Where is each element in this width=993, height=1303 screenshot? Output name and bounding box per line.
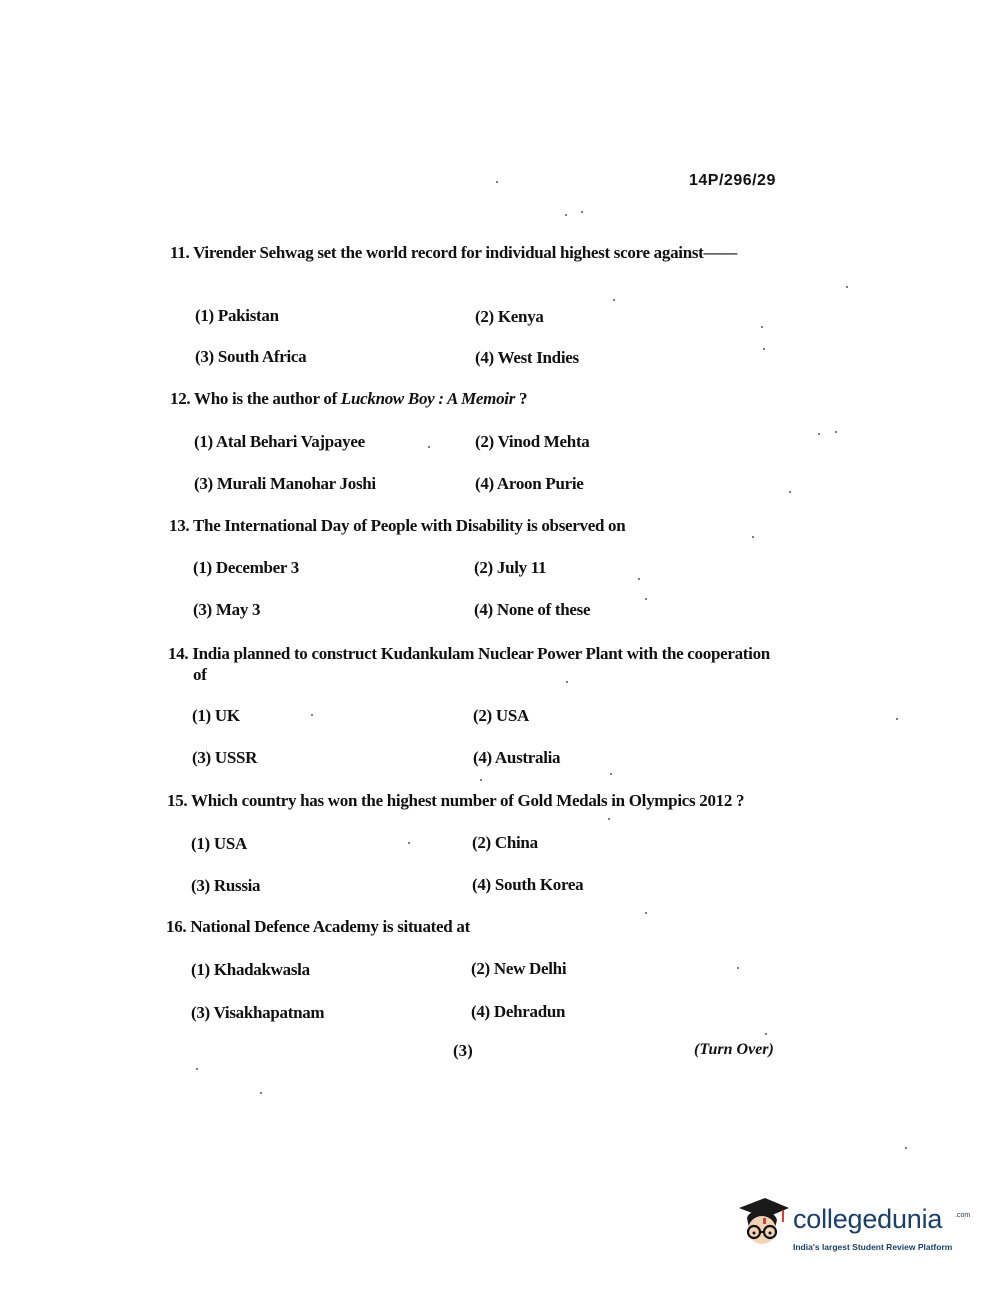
- scan-speck: [496, 181, 498, 183]
- collegedunia-logo: [735, 1196, 971, 1260]
- paper-code: 14P/296/29: [689, 172, 776, 189]
- q12-option-1: (1) Atal Behari Vajpayee: [194, 432, 365, 451]
- q12-option-4: (4) Aroon Purie: [475, 474, 584, 493]
- scan-speck: [835, 431, 837, 433]
- question-12: [170, 389, 527, 409]
- scan-speck: [752, 536, 754, 538]
- question-text: Virender Sehwag set the world record for individual highest score against——: [193, 243, 737, 262]
- scan-speck: [818, 433, 820, 435]
- q16-option-2: (2) New Delhi: [471, 959, 567, 978]
- scan-speck: [566, 681, 568, 683]
- question-text: The International Day of People with Disability is observed on: [193, 516, 626, 535]
- scan-speck: [765, 1033, 767, 1035]
- q12-option-2: (2) Vinod Mehta: [475, 432, 590, 451]
- q15-option-4: (4) South Korea: [472, 875, 584, 894]
- question-11: [170, 243, 737, 263]
- page-number: (3): [453, 1041, 473, 1060]
- question-text: India planned to construct Kudankulam Nuclear Power Plant with the cooperation: [192, 644, 770, 663]
- q14-option-2: (2) USA: [473, 706, 529, 725]
- q13-option-2: (2) July 11: [474, 558, 547, 577]
- scan-speck: [581, 211, 583, 213]
- question-number: 16.: [166, 917, 187, 936]
- q14-option-3: (3) USSR: [192, 748, 258, 767]
- question-number: 12.: [170, 389, 191, 408]
- scan-speck: [761, 326, 763, 328]
- scan-speck: [408, 842, 410, 844]
- q12-option-3: (3) Murali Manohar Joshi: [194, 474, 376, 493]
- question-text: Which country has won the highest number of Gold Medals in Olympics 2012 ?: [191, 791, 745, 810]
- q15-option-1: (1) USA: [191, 834, 247, 853]
- q14-option-1: (1) UK: [192, 706, 240, 725]
- scan-speck: [763, 348, 765, 350]
- q11-option-2: (2) Kenya: [475, 307, 544, 326]
- q14-option-4: (4) Australia: [473, 748, 561, 767]
- q16-option-1: (1) Khadakwasla: [191, 960, 310, 979]
- question-text: National Defence Academy is situated at: [190, 917, 470, 936]
- question-14-line-2: of: [193, 665, 207, 684]
- scan-speck: [260, 1092, 262, 1094]
- question-number: 15.: [167, 791, 188, 810]
- scan-speck: [896, 718, 898, 720]
- scan-speck: [428, 446, 430, 448]
- q13-option-4: (4) None of these: [474, 600, 591, 619]
- q13-option-1: (1) December 3: [193, 558, 299, 577]
- question-text-end: ?: [515, 389, 528, 408]
- book-title: Lucknow Boy : A Memoir: [340, 389, 516, 408]
- scan-speck: [196, 1068, 198, 1070]
- turn-over-label: (Turn Over): [694, 1041, 774, 1058]
- q16-option-3: (3) Visakhapatnam: [191, 1003, 325, 1022]
- question-number: 11.: [170, 243, 190, 262]
- scan-speck: [846, 286, 848, 288]
- scan-speck: [645, 598, 647, 600]
- q15-option-2: (2) China: [472, 833, 538, 852]
- question-16: [166, 917, 470, 937]
- question-number: 14.: [168, 644, 189, 663]
- q11-option-4: (4) West Indies: [475, 348, 579, 367]
- question-15: [167, 791, 744, 811]
- scan-speck: [737, 967, 739, 969]
- brand-suffix: .com: [955, 1212, 971, 1219]
- q11-option-1: (1) Pakistan: [195, 306, 279, 325]
- q15-option-3: (3) Russia: [191, 876, 261, 895]
- scan-speck: [638, 578, 640, 580]
- scan-speck: [565, 214, 567, 216]
- question-13: [169, 516, 625, 536]
- brand-tagline: India's largest Student Review Platform: [793, 1242, 953, 1252]
- q11-option-3: (3) South Africa: [195, 347, 307, 366]
- scan-speck: [608, 818, 610, 820]
- scan-speck: [789, 491, 791, 493]
- q16-option-4: (4) Dehradun: [471, 1002, 566, 1021]
- scan-speck: [613, 299, 615, 301]
- scan-speck: [645, 912, 647, 914]
- question-number: 13.: [169, 516, 190, 535]
- question-14: [168, 644, 770, 664]
- question-text: Who is the author of: [194, 389, 341, 408]
- scan-speck: [610, 773, 612, 775]
- scan-speck: [480, 779, 482, 781]
- scan-speck: [311, 714, 313, 716]
- brand-name: collegedunia: [793, 1204, 943, 1234]
- mascot-icon: [735, 1196, 791, 1260]
- scan-speck: [905, 1147, 907, 1149]
- q13-option-3: (3) May 3: [193, 600, 261, 619]
